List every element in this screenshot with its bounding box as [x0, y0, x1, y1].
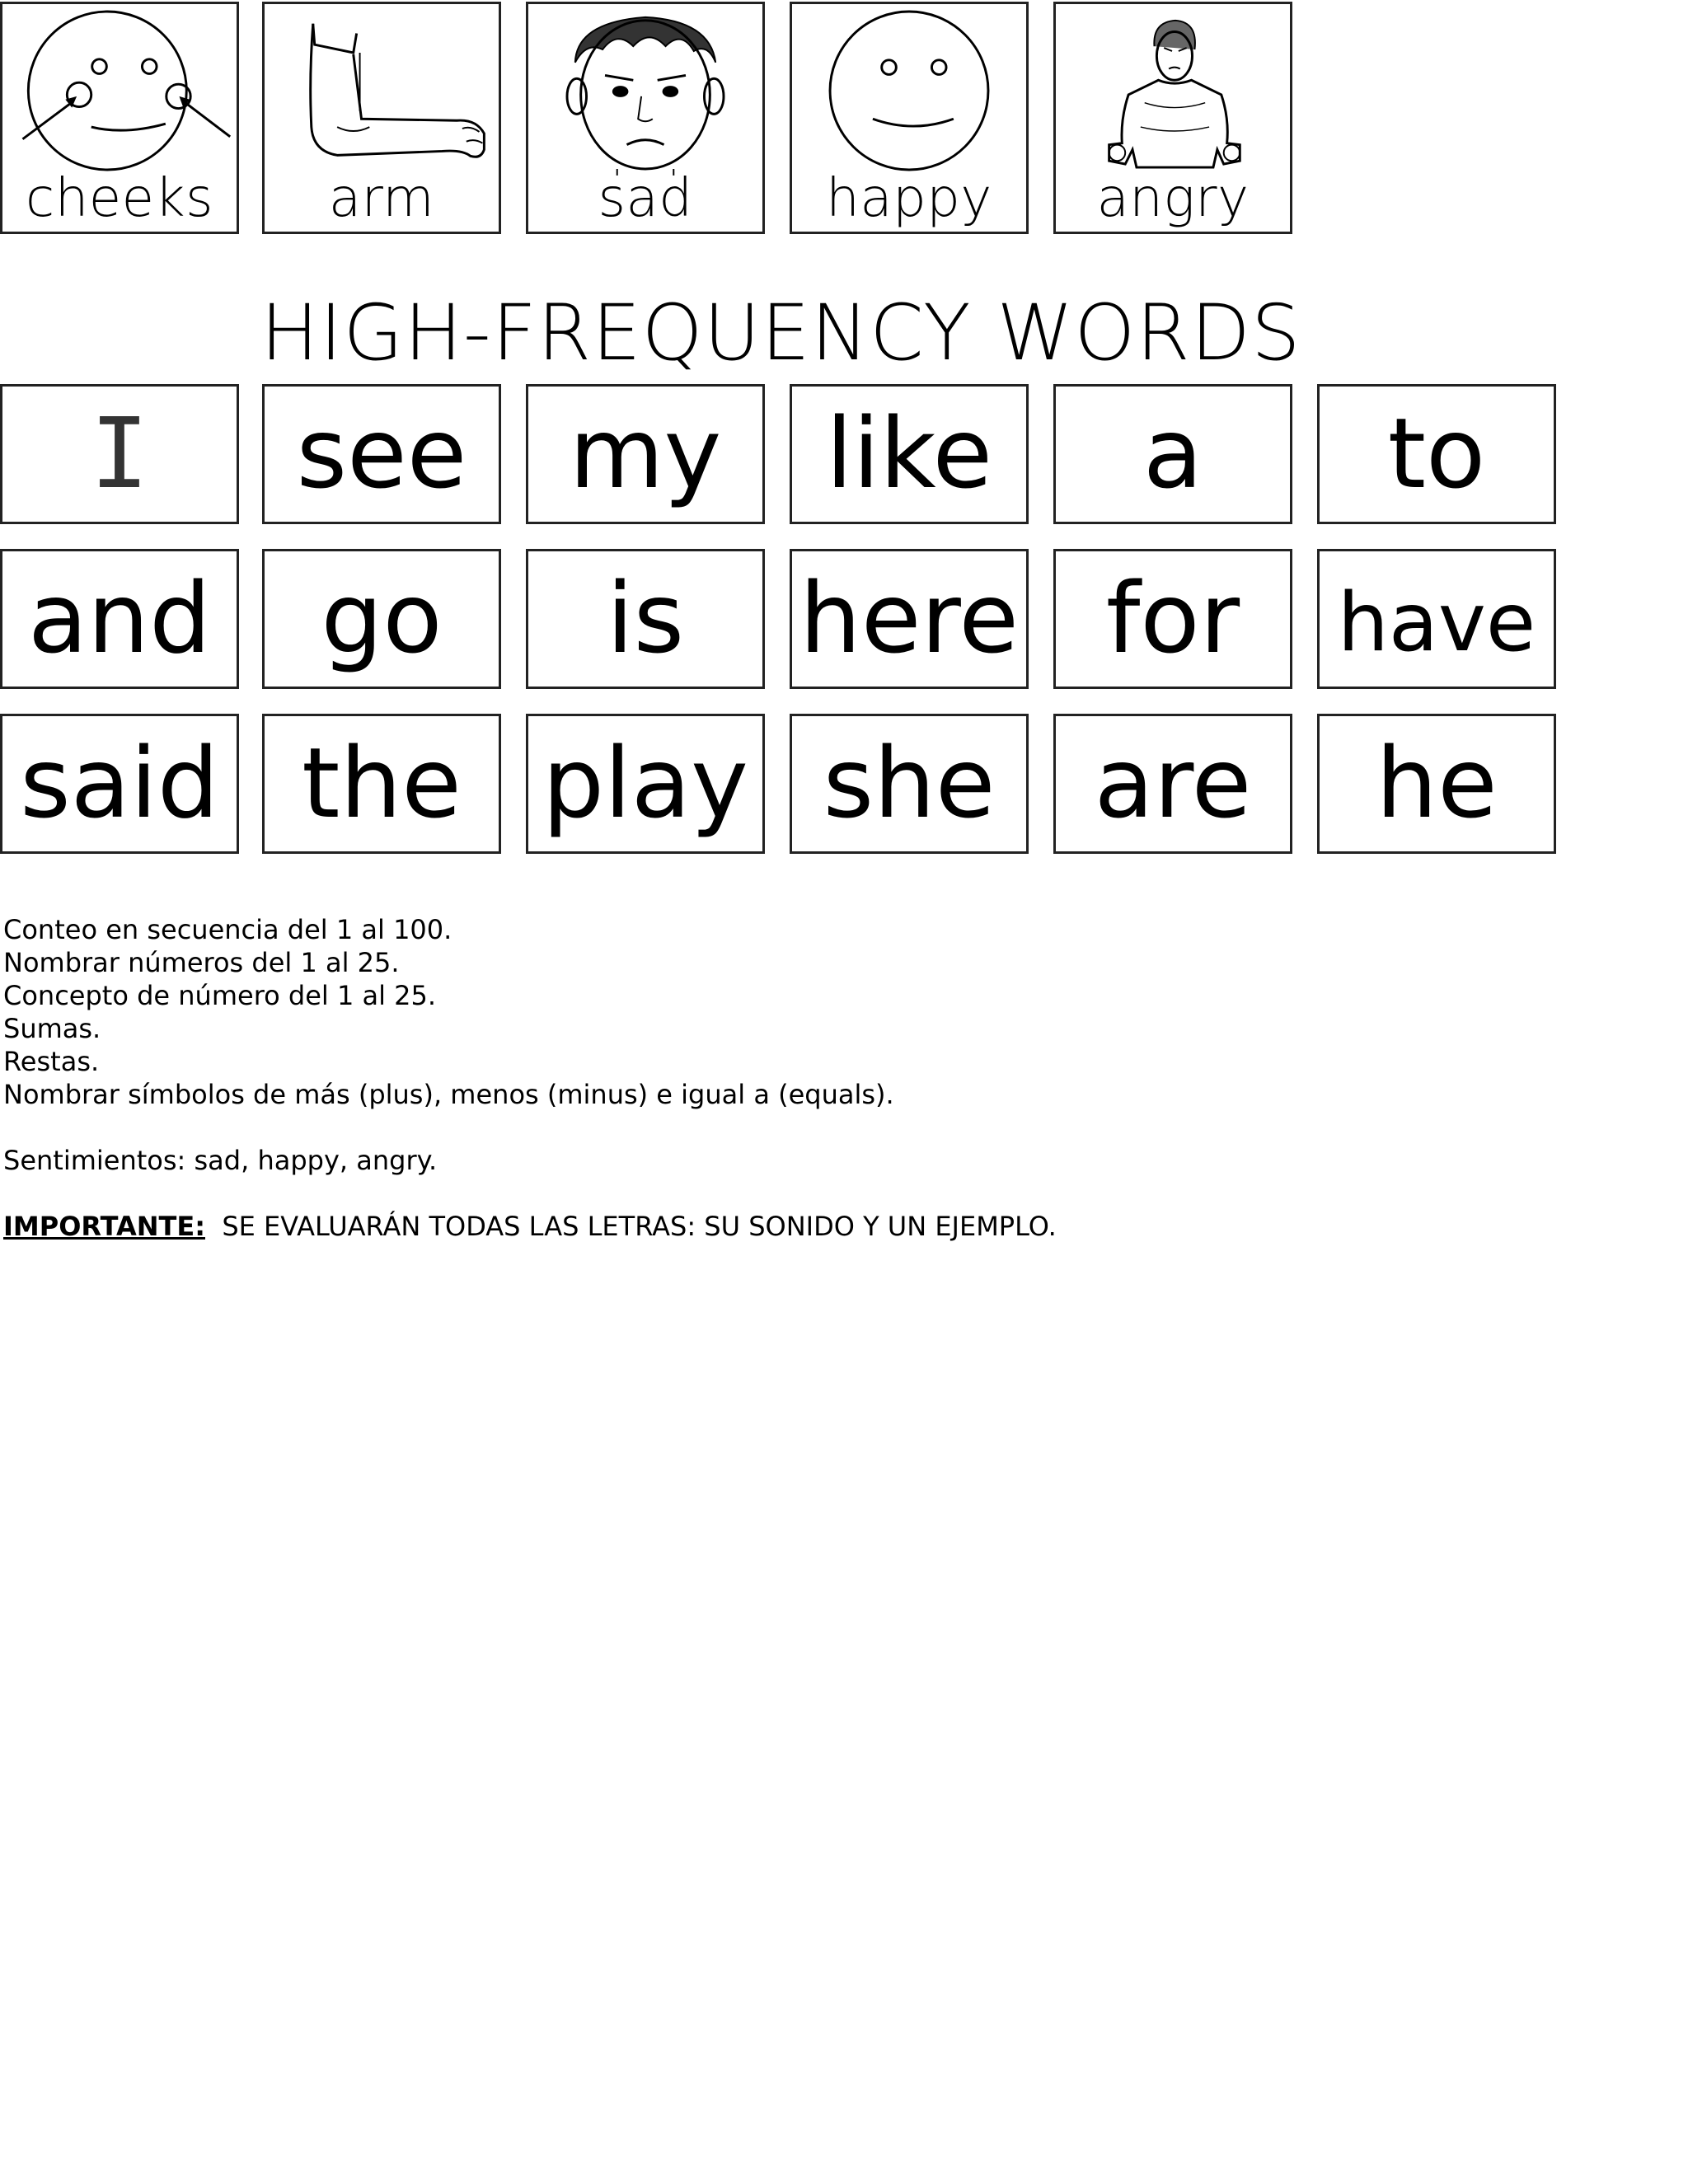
word-card [262, 384, 501, 524]
word-text: my [569, 396, 722, 510]
picture-card-label: arm [328, 168, 435, 229]
picture-card-angry [1053, 2, 1292, 234]
note-line: Concepto de número del 1 al 25. [3, 980, 437, 1011]
note-line: Sumas. [3, 1013, 101, 1044]
word-card [526, 549, 765, 689]
word-card [790, 549, 1029, 689]
word-text: she [823, 726, 996, 840]
important-label: IMPORTANTE: [3, 1211, 205, 1242]
word-card [0, 714, 239, 854]
sad-boy-icon [528, 4, 762, 177]
picture-card-arm [262, 2, 501, 234]
word-text: here [799, 561, 1019, 675]
word-card [1053, 714, 1292, 854]
word-text: have [1337, 576, 1536, 670]
word-text: play [542, 726, 748, 840]
cheeks-face-icon [2, 4, 237, 177]
important-text: SE EVALUARÁN TODAS LAS LETRAS: SU SONIDO Y UN EJEMPLO. [222, 1211, 1057, 1242]
word-text: he [1376, 726, 1498, 840]
page-title: HIGH-FREQUENCY WORDS [260, 288, 1301, 378]
word-text: go [321, 561, 443, 675]
important-line [3, 1210, 1057, 1243]
note-line: Restas. [3, 1046, 100, 1077]
happy-face-icon [792, 4, 1026, 177]
word-card [1317, 384, 1556, 524]
note-line: Nombrar números del 1 al 25. [3, 947, 400, 978]
picture-card-happy [790, 2, 1029, 234]
picture-card-cheeks [0, 2, 239, 234]
word-text: for [1105, 561, 1240, 675]
word-text: like [825, 396, 993, 510]
arm-icon [265, 4, 499, 177]
word-card [1317, 714, 1556, 854]
picture-card-label: angry [1096, 168, 1250, 229]
word-text: a [1142, 396, 1203, 510]
word-card [790, 384, 1029, 524]
picture-card-label: happy [826, 168, 992, 229]
word-text: to [1387, 396, 1486, 510]
angry-man-icon [1056, 4, 1290, 177]
word-card [262, 714, 501, 854]
word-text: is [606, 561, 685, 675]
word-card [1053, 384, 1292, 524]
word-card [0, 549, 239, 689]
picture-card-label: cheeks [26, 168, 213, 229]
notes-section [3, 913, 1057, 1243]
word-text: I [90, 396, 149, 510]
word-text: said [20, 726, 219, 840]
word-text: the [302, 726, 462, 840]
feelings-line: Sentimientos: sad, happy, angry. [3, 1145, 438, 1176]
word-text: and [28, 561, 211, 675]
word-text: see [296, 396, 467, 510]
word-card [1053, 549, 1292, 689]
note-line: Conteo en secuencia del 1 al 100. [3, 914, 452, 945]
word-card [790, 714, 1029, 854]
picture-card-label: sad [598, 168, 693, 229]
picture-card-sad [526, 2, 765, 234]
word-card [526, 384, 765, 524]
word-card [262, 549, 501, 689]
word-text: are [1094, 726, 1252, 840]
word-card [526, 714, 765, 854]
word-card [0, 384, 239, 524]
word-card [1317, 549, 1556, 689]
note-line: Nombrar símbolos de más (plus), menos (minus) e igual a (equals). [3, 1079, 894, 1110]
